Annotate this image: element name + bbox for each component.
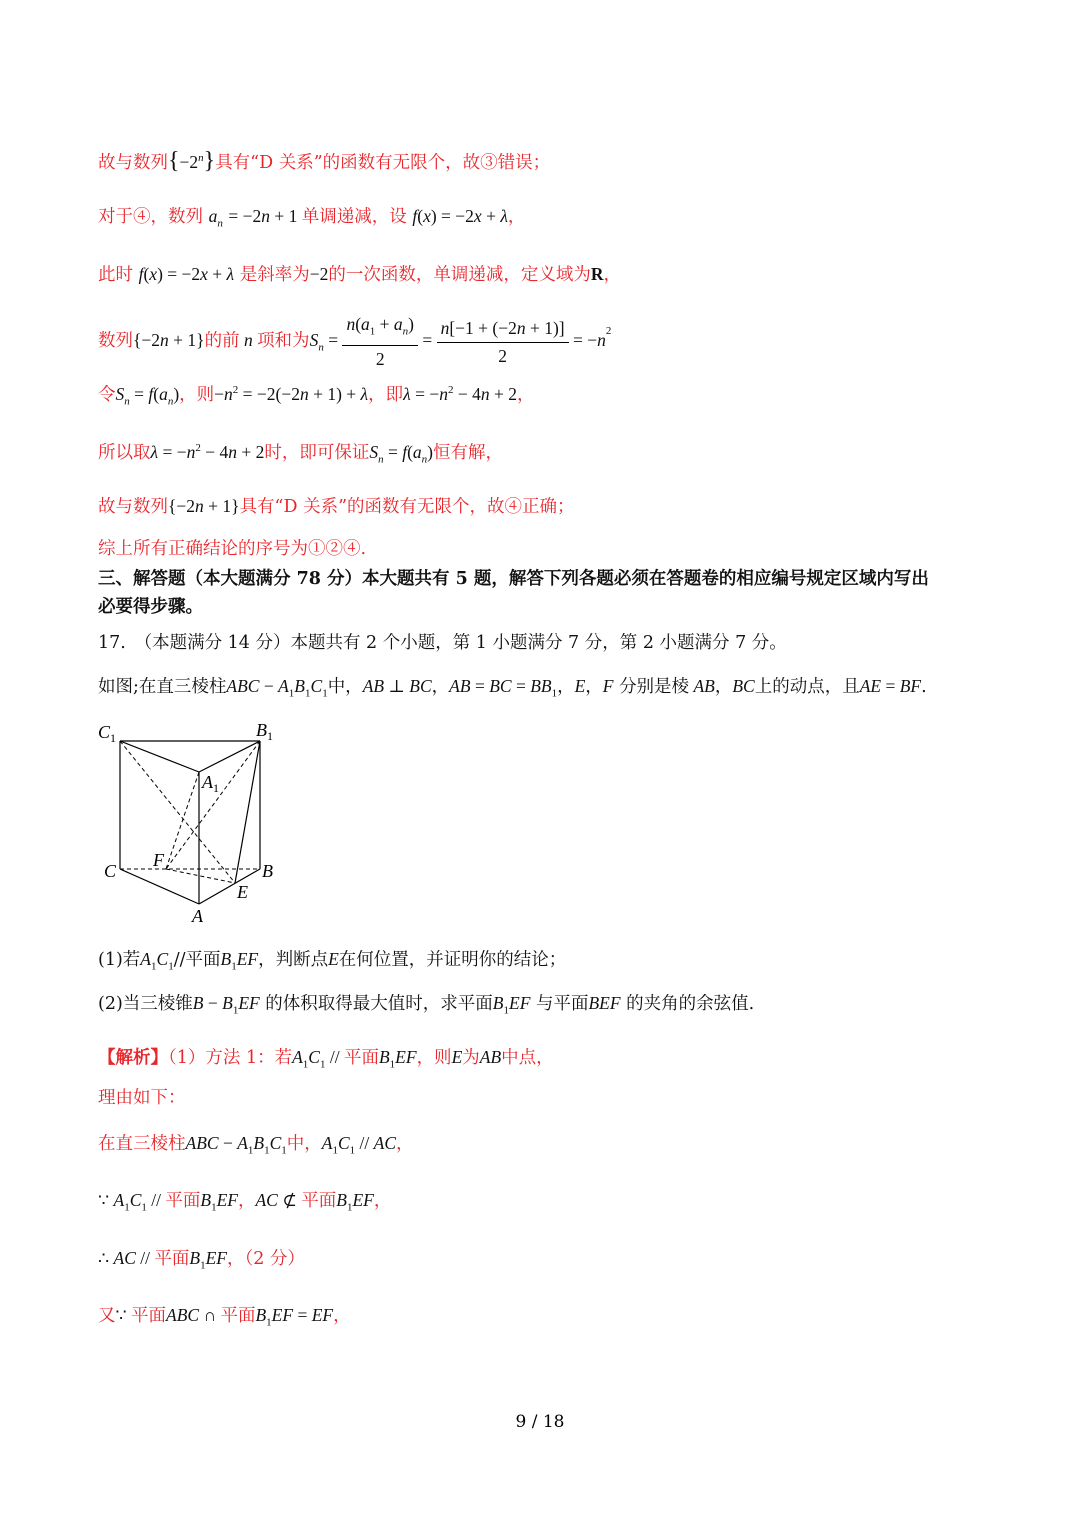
label-c: C [104,861,117,881]
prism-figure [96,716,296,931]
solution-line-4: 数列{−2n + 1}的前 n 项和为$S_n$ = $\frac{n(a_1 + a_n)}{2}$ = $\frac{n[-1 + (-2n + 1)]}{2}$ = $-n^2$ [98,314,612,369]
label-f: F [153,850,164,870]
solution-line-2: 对于④，数列 $a_n = -2n + 1$ 单调递减，设 f(x) = −2x + λ， [98,206,526,230]
solution-line-7: 故与数列{−2n + 1}具有“D 关系”的函数有无限个，故④正确； [98,496,575,517]
solution-step-4: 又∵ 平面ABC ∩ 平面$B_1EF$ = EF， [98,1305,351,1329]
solution-tag-line: 【解析】（1）方法 1：若$A_1C_1$ // 平面$B_1EF$，则E为AB中点， [98,1047,554,1071]
section-3-heading: 三、解答题（本大题满分 78 分）本大题共有 5 题，解答下列各题必须在答题卷的相应编号规定区域内写出 [98,569,929,589]
label-b1: $B_1$ [256,720,273,743]
edge-c1-a1 [120,741,199,772]
solution-reason: 理由如下： [98,1088,186,1108]
solution-step-2: ∵ $A_1C_1$ // 平面$B_1EF$，AC ⊄ 平面$B_1EF$， [98,1190,392,1214]
solution-line-5: 令$S_n = f(a_n)$，则$-n^2 = -2(-2n + 1) + \lambda$，即$\lambda = -n^2 - 4n + 2$， [98,383,535,408]
solution-conclusion: 综上所有正确结论的序号为①②④. [98,539,367,559]
edge-a1-f-hidden [166,772,199,869]
edge-b1-e [235,741,260,883]
edge-f-e-hidden [166,869,235,883]
problem-17-header: 17. （本题满分 14 分）本题共有 2 个小题，第 1 小题满分 7 分，第 2 小题满分 7 分。 [98,633,787,653]
solution-step-1: 在直三棱柱ABC − $A_1B_1C_1$中，$A_1C_1$ // AC， [98,1133,414,1157]
edge-a-b [199,869,260,904]
edge-c-a [120,869,199,904]
solution-line-3: 此时 f(x) = −2x + λ 是斜率为−2的一次函数，单调递减，定义域为R， [98,264,621,285]
label-a1: $A_1$ [202,772,219,795]
solution-line-6: 所以取$\lambda = -n^2 - 4n + 2$时，即可保证$S_n = f(a_n)$恒有解， [98,441,503,466]
label-b: B [262,861,273,881]
edge-b1-f-hidden [166,741,260,869]
question-1: (1)若$A_1C_1//$平面$B_1EF$，判断点E在何位置，并证明你的结论； [98,949,567,973]
problem-17-intro: 如图;在直三棱柱ABC − $A_1B_1C_1$中，AB ⊥ BC，AB = BC = $BB_1$，E，F 分别是棱 AB，BC上的动点，且AE = BF. [98,676,927,700]
page-number: 9 / 18 [515,1412,565,1432]
label-c1: $C_1$ [98,722,117,745]
question-2: (2)当三棱锥$B - B_1EF$ 的体积取得最大值时，求平面$B_1EF$ 与平面BEF 的夹角的余弦值. [98,993,755,1017]
edge-a1-b1 [199,741,260,772]
section-3-heading-line2: 必要得步骤。 [98,597,203,617]
solution-step-3: ∴ AC // 平面$B_1EF$，（2 分） [98,1248,305,1272]
label-e: E [237,882,248,902]
solution-line-1: 故与数列$\{-2^n\}$具有“D 关系”的函数有无限个，故③错误； [98,147,551,174]
label-a: A [192,906,203,926]
